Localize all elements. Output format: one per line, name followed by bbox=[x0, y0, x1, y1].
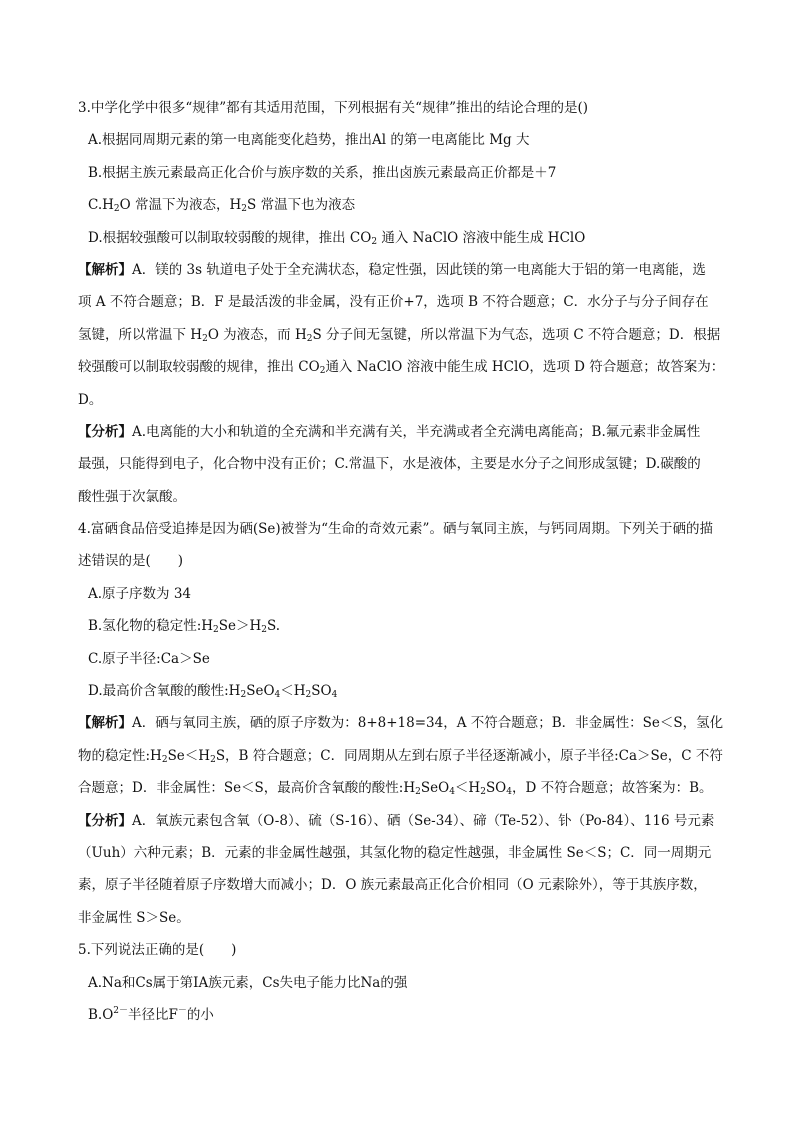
question-3-explain-line-2: 最强，只能得到电子，化合物中没有正价；C.常温下，水是液体，主要是水分子之间形成氢键；D.碳酸的 bbox=[78, 456, 701, 473]
explain-tag: 【分析】 bbox=[78, 423, 132, 440]
question-3-explain-line-1: 【分析】A.电离能的大小和轨道的全充满和半充满有关，半充满或者全充满电离能高；B.氟元素非金属性 bbox=[78, 423, 701, 440]
question-3-stem: 3.中学化学中很多“规律”都有其适用范围，下列根据有关“规律”推出的结论合理的是() bbox=[78, 100, 589, 116]
question-4-explain-line-2: （Uuh）六种元素；B．元素的非金属性越强，其氢化物的稳定性越强，非金属性 Se＜S；C．同一周期元 bbox=[78, 844, 712, 861]
question-4-analysis-line-1: 【解析】A．硒与氧同主族，硒的原子序数为：8+8+18=34，A 不符合题意；B．非金属性：Se＜S，氢化 bbox=[78, 715, 724, 732]
analysis-tag: 【解析】 bbox=[78, 715, 132, 732]
question-3-analysis-line-2: 项 A 不符合题意；B．F 是最活泼的非金属，没有正价+7，选项 B 不符合题意；C．水分子与分子间存在 bbox=[78, 294, 709, 311]
question-3-analysis-line-5: D。 bbox=[78, 391, 103, 408]
question-3-option-c: $C.H_2O$ 常温下为液态，$H_2S$ 常温下也为液态 bbox=[88, 197, 356, 215]
question-3-option-b: B.根据主族元素最高正化合价与族序数的关系，推出卤族元素最高正价都是＋7 bbox=[88, 164, 557, 181]
question-4-option-b: B.氢化物的稳定性$:H_2Se>H_2S$. bbox=[88, 618, 281, 636]
analysis-tag: 【解析】 bbox=[78, 261, 132, 278]
question-4-stem-line-2: 述错误的是( ) bbox=[78, 553, 184, 570]
question-4-option-d: D.最高价含氧酸的酸性$:H_2SeO_4<H_2SO_4$ bbox=[88, 683, 338, 701]
question-4-analysis-line-2: 物的稳定性$:H_2Se<H_2S$，B 符合题意；C．同周期从左到右原子半径逐渐减小，原子半径:Ca＞Se，C 不符 bbox=[78, 747, 723, 765]
question-3-option-d: D.根据较强酸可以制取较弱酸的规律，推出 $CO_2$ 通入 NaClO 溶液中能生成 HClO bbox=[88, 229, 586, 247]
question-5-option-b: $B.O^{2-}$半径比F－的小 bbox=[88, 1005, 214, 1023]
question-4-explain-line-4: 非金属性 S＞Se。 bbox=[78, 909, 190, 926]
question-3-analysis-line-1: 【解析】A．镁的 3s 轨道电子处于全充满状态，稳定性强，因此镁的第一电离能大于铝的第一电离能，选 bbox=[78, 261, 706, 278]
question-5-stem: 5.下列说法正确的是( ) bbox=[78, 942, 237, 959]
question-3-analysis-line-3: 氢键，所以常温下 $H_2O$ 为液态，而 $H_2S$ 分子间无氢键，所以常温下为气态，选项 C 不符合题意；D．根据 bbox=[78, 326, 721, 344]
question-4-option-c: C.原子半径:Ca＞Se bbox=[88, 650, 210, 667]
question-3-option-a: A.根据同周期元素的第一电离能变化趋势，推出Al 的第一电离能比 Mg 大 bbox=[88, 132, 530, 149]
question-3-analysis-line-4: 较强酸可以制取较弱酸的规律，推出 $CO_2$通入 NaClO 溶液中能生成 HClO，选项 D 符合题意；故答案为： bbox=[78, 359, 725, 377]
explain-tag: 【分析】 bbox=[78, 812, 132, 829]
question-4-explain-line-1: 【分析】A．氧族元素包含氧（O-8）、硫（S-16）、硒（Se-34）、碲（Te-52）、钋（Po-84）、116 号元素 bbox=[78, 812, 715, 829]
question-4-analysis-line-3: 合题意；D．非金属性：Se＜S，最高价含氧酸的酸性$:H_2SeO_4<H_2SO_4$，D 不符合题意；故答案为：B。 bbox=[78, 780, 713, 798]
question-4-stem-line-1: 4.富硒食品倍受追捧是因为硒(Se)被誉为“生命的奇效元素”。硒与氧同主族，与钙同周期。下列关于硒的描 bbox=[78, 521, 713, 538]
question-5-option-a: A.Na和Cs属于第ⅠA族元素，Cs失电子能力比Na的强 bbox=[88, 974, 408, 991]
question-4-option-a: A.原子序数为 34 bbox=[88, 585, 192, 602]
question-3-explain-line-3: 酸性强于次氯酸。 bbox=[78, 488, 186, 505]
question-4-explain-line-3: 素，原子半径随着原子序数增大而减小；D．O 族元素最高正化合价相同（O 元素除外），等于其族序数， bbox=[78, 877, 707, 894]
